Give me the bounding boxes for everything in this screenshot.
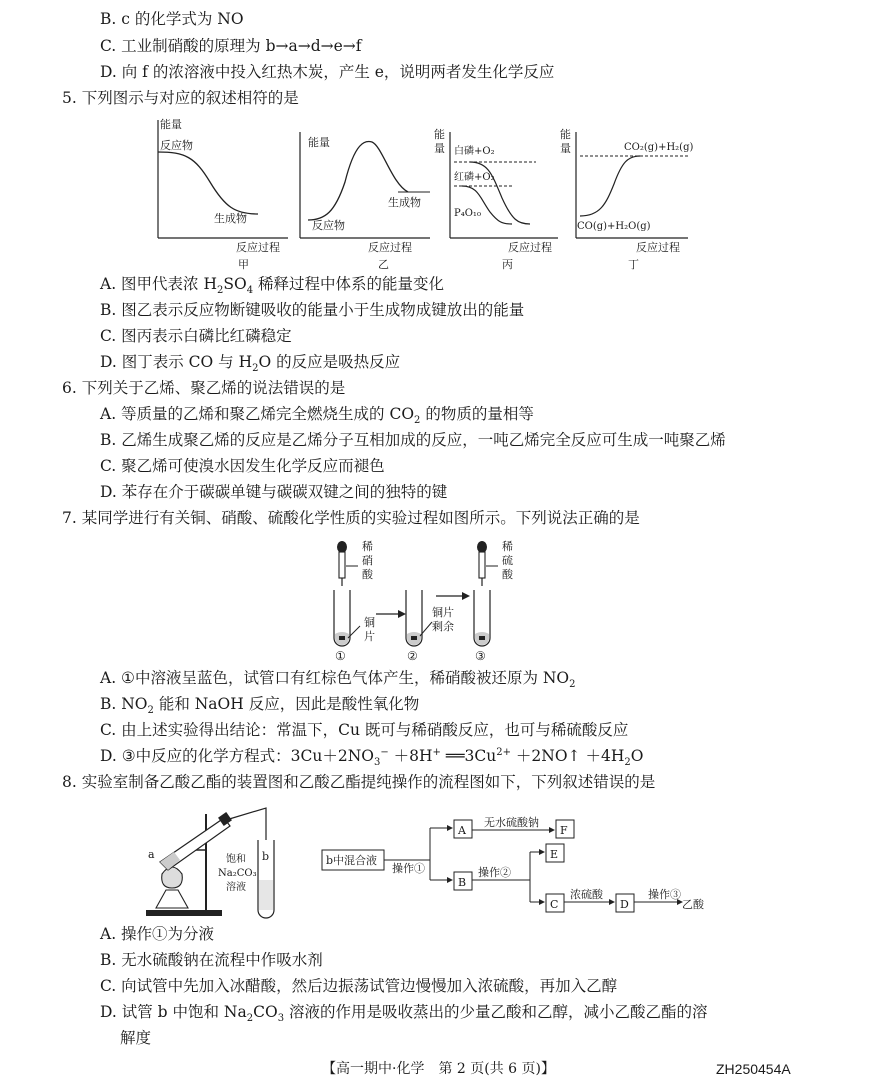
q8-purification-flowchart — [318, 806, 718, 916]
tube-a-label: a — [148, 848, 155, 861]
dropper-3 — [477, 539, 514, 586]
ding-ylabel-1: 能 — [560, 128, 571, 141]
page-footer: 【高一期中·化学 第 2 页(共 6 页)】 — [322, 1061, 555, 1077]
q8-option-b: B. 无水硫酸钠在流程中作吸水剂 — [100, 951, 323, 969]
q8-option-a: A. 操作①为分液 — [100, 925, 215, 943]
bing-xlabel: 反应过程 — [508, 241, 552, 254]
q7-option-d: D. ③中反应的化学方程式：$3Cu+2NO_3^- +8H^+$ $══3Cu^{2+}$ ＋2NO↑ $+4H_2O$ — [100, 746, 644, 769]
flow-D: D — [620, 898, 629, 911]
q4-option-d: D. 向 f 的浓溶液中投入红热木炭，产生 e，说明两者发生化学反应 — [100, 63, 555, 81]
step-2-label: ② — [407, 649, 418, 663]
q6-option-b: B. 乙烯生成聚乙烯的反应是乙烯分子互相加成的反应，一吨乙烯完全反应可生成一吨聚乙烯 — [100, 431, 726, 449]
step-1-label: ① — [335, 649, 346, 663]
ding-co2-h2: CO₂(g)+H₂(g) — [624, 142, 694, 153]
q7-option-a: A. ①中溶液呈蓝色，试管口有红棕色气体产生，稀硝酸被还原为 $NO_2$ — [100, 669, 576, 691]
flow-E: E — [550, 848, 559, 861]
yi-product: 生成物 — [388, 196, 421, 209]
bing-white-p: 白磷+O₂ — [454, 146, 495, 157]
q6-stem: 6. 下列关于乙烯、聚乙烯的说法错误的是 — [62, 379, 346, 397]
flow-A: A — [458, 824, 466, 837]
q8-stem: 8. 实验室制备乙酸乙酯的装置图和乙酸乙酯提纯操作的流程图如下，下列叙述错误的是 — [62, 773, 656, 791]
dropper-1 — [337, 539, 374, 586]
q7-option-c: C. 由上述实验得出结论：常温下，Cu 既可与稀硝酸反应，也可与稀硫酸反应 — [100, 721, 629, 739]
jia-ylabel: 能量 — [160, 118, 182, 131]
svg-text:铜片: 铜片 — [432, 606, 454, 619]
step-3-label: ③ — [475, 649, 486, 663]
q7-stem: 7. 某同学进行有关铜、硝酸、硫酸化学性质的实验过程如图所示。下列说法正确的是 — [62, 509, 640, 527]
svg-text:硫: 硫 — [502, 554, 513, 567]
graph-ding — [560, 127, 693, 271]
ding-xlabel: 反应过程 — [636, 241, 680, 254]
q7-copper-experiment-figure — [318, 534, 528, 664]
flow-op3: 操作③ — [648, 888, 681, 901]
q5-stem: 5. 下列图示与对应的叙述相符的是 — [62, 89, 299, 107]
yi-reactant: 反应物 — [312, 219, 345, 232]
q5-option-d: D. 图丁表示 CO 与 $H_2O$ 的反应是吸热反应 — [100, 353, 401, 375]
exam-code: ZH250454A — [716, 1061, 791, 1077]
na2co3-label: Na₂CO₃ — [218, 868, 257, 879]
flow-B: B — [458, 876, 467, 889]
ding-co-h2o: CO(g)+H₂O(g) — [577, 221, 651, 232]
q8-option-c: C. 向试管中先加入冰醋酸，然后边振荡试管边慢慢加入浓硫酸，再加入乙醇 — [100, 977, 618, 995]
q6-option-d: D. 苯存在介于碳碳单键与碳碳双键之间的独特的键 — [100, 483, 448, 501]
graph-jia — [158, 117, 288, 271]
flow-conc-h2so4: 浓硫酸 — [570, 888, 603, 901]
bing-caption: 丙 — [502, 258, 513, 271]
q4-option-b: B. c 的化学式为 NO — [100, 10, 244, 28]
solution-label: 溶液 — [226, 882, 246, 893]
ding-ylabel-2: 量 — [560, 142, 571, 155]
flow-F: F — [560, 824, 568, 837]
bing-p4o10: P₄O₁₀ — [454, 208, 481, 219]
svg-text:铜: 铜 — [364, 616, 375, 629]
flow-C: C — [550, 898, 559, 911]
flow-op1: 操作① — [392, 862, 425, 875]
q6-option-c: C. 聚乙烯可使溴水因发生化学反应而褪色 — [100, 457, 385, 475]
svg-text:稀: 稀 — [502, 540, 513, 553]
yi-caption: 乙 — [378, 258, 389, 271]
q5-option-b: B. 图乙表示反应物断键吸收的能量小于生成物成键放出的能量 — [100, 301, 525, 319]
q7-option-b: B. $NO_2$ 能和 NaOH 反应，因此是酸性氧化物 — [100, 695, 420, 717]
flow-na2so4: 无水硫酸钠 — [484, 816, 539, 829]
test-tube-2 — [406, 590, 454, 646]
flow-acetic: 乙酸 — [682, 898, 704, 911]
jia-reactant: 反应物 — [160, 139, 193, 152]
ding-caption: 丁 — [628, 258, 639, 271]
jia-xlabel: 反应过程 — [236, 241, 280, 254]
q5-option-a: A. 图甲代表浓 $H_2SO_4$ 稀释过程中体系的能量变化 — [100, 275, 445, 297]
graph-yi — [300, 132, 430, 271]
svg-text:稀: 稀 — [362, 540, 373, 553]
flow-mix: b中混合液 — [326, 854, 378, 867]
bing-red-p: 红磷+O₂ — [454, 172, 495, 183]
graph-bing — [434, 127, 558, 271]
jia-caption: 甲 — [238, 258, 249, 271]
test-tube-1 — [334, 590, 375, 646]
flow-op2: 操作② — [478, 866, 511, 879]
q8-option-d-line2: 解度 — [120, 1029, 152, 1047]
q4-option-c: C. 工业制硝酸的原理为 b→a→d→e→f — [100, 37, 362, 55]
bing-ylabel-2: 量 — [434, 142, 445, 155]
q6-option-a: A. 等质量的乙烯和聚乙烯完全燃烧生成的 $CO_2$ 的物质的量相等 — [100, 405, 534, 427]
svg-text:酸: 酸 — [362, 568, 373, 581]
test-tube-3 — [474, 590, 490, 646]
q5-energy-graphs — [140, 112, 700, 272]
svg-text:酸: 酸 — [502, 568, 513, 581]
tube-b-label: b — [262, 850, 270, 863]
bing-ylabel-1: 能 — [434, 128, 445, 141]
svg-text:剩余: 剩余 — [432, 620, 454, 633]
yi-xlabel: 反应过程 — [368, 241, 412, 254]
yi-ylabel: 能量 — [308, 136, 330, 149]
q5-option-c: C. 图丙表示白磷比红磷稳定 — [100, 327, 292, 345]
saturated-label: 饱和 — [226, 854, 246, 865]
q8-option-d-line1: D. 试管 b 中饱和 $Na_2CO_3$ 溶液的作用是吸收蒸出的少量乙酸和乙醇，减小乙酸乙酯的溶 — [100, 1003, 708, 1025]
svg-text:片: 片 — [364, 630, 375, 643]
jia-product: 生成物 — [214, 212, 247, 225]
svg-text:硝: 硝 — [362, 554, 373, 567]
q8-apparatus-figure — [138, 800, 298, 922]
